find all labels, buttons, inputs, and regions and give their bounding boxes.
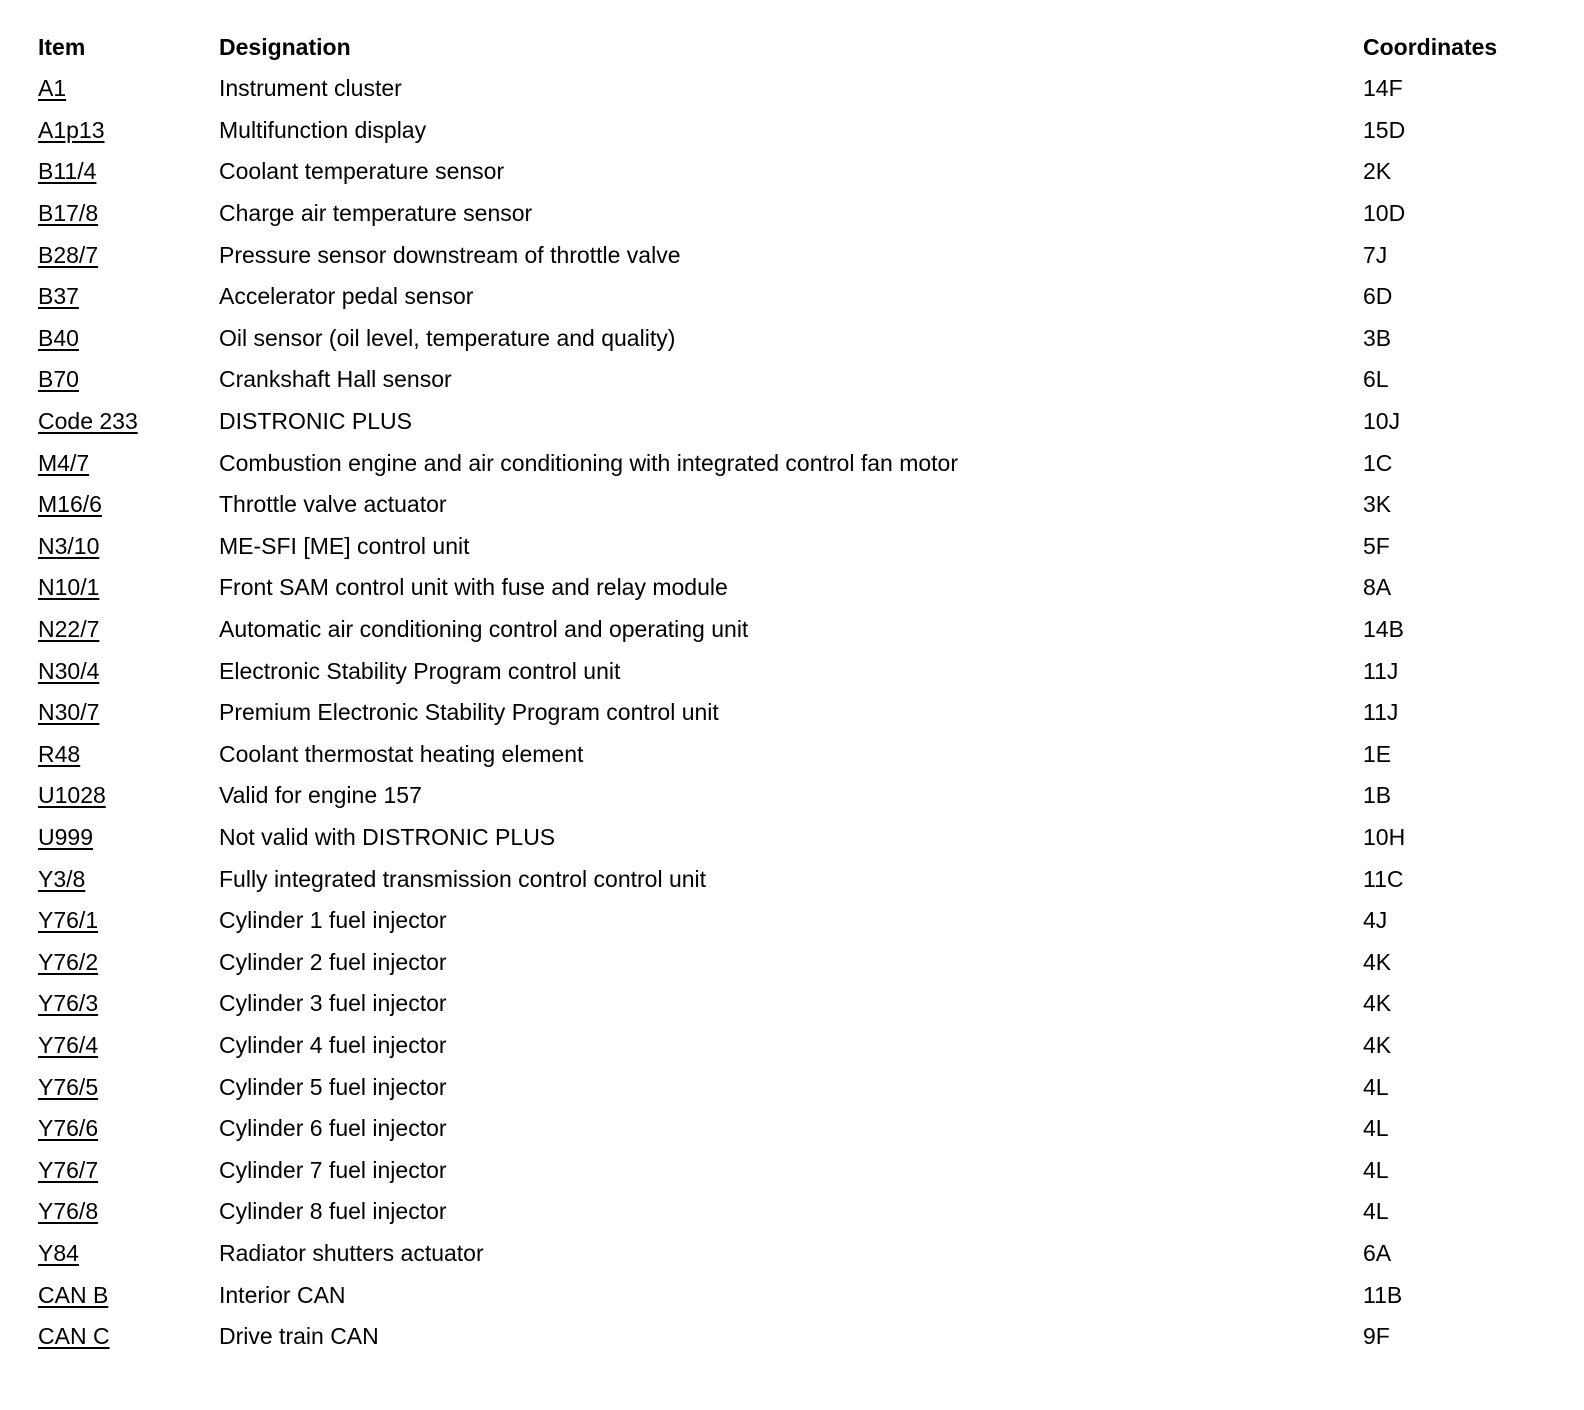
designation-cell: Cylinder 5 fuel injector <box>219 1073 447 1100</box>
item-cell <box>38 368 219 391</box>
table-row <box>38 775 1548 817</box>
coordinates-cell: 11C <box>1363 865 1404 892</box>
table-row <box>38 817 1548 859</box>
item-code-link[interactable]: N3/10 <box>38 532 100 559</box>
coordinates-cell: 4K <box>1363 948 1392 975</box>
coordinates-cell: 14F <box>1363 75 1403 102</box>
table-row <box>38 110 1548 152</box>
designation-cell: Multifunction display <box>219 116 427 143</box>
table-row <box>38 318 1548 360</box>
designation-cell: Accelerator pedal sensor <box>219 283 474 310</box>
item-code-link[interactable]: N22/7 <box>38 616 100 643</box>
table-row <box>38 234 1548 276</box>
coordinates-cell: 1E <box>1363 740 1392 767</box>
table-header-row <box>38 26 1548 68</box>
coordinates-cell: 2K <box>1363 158 1392 185</box>
designation-cell: Premium Electronic Stability Program control unit <box>219 699 719 726</box>
table-row <box>38 1108 1548 1150</box>
item-code-link[interactable]: Y76/7 <box>38 1156 99 1183</box>
designation-cell: Fully integrated transmission control control unit <box>219 865 707 892</box>
designation-cell: Cylinder 3 fuel injector <box>219 990 447 1017</box>
coordinates-cell: 11J <box>1363 657 1399 684</box>
item-code-link[interactable]: B37 <box>38 283 79 310</box>
item-cell <box>38 576 219 599</box>
item-code-link[interactable]: B11/4 <box>38 158 97 185</box>
table-row <box>38 151 1548 193</box>
header-coordinates: Coordinates <box>1363 33 1498 60</box>
coordinates-cell: 10H <box>1363 823 1406 850</box>
coordinates-cell: 6L <box>1363 366 1389 393</box>
item-code-link[interactable]: Y76/2 <box>38 948 99 975</box>
item-cell <box>38 1156 219 1183</box>
table-row <box>38 276 1548 318</box>
item-cell <box>38 1200 219 1223</box>
item-code-link[interactable]: N10/1 <box>38 574 100 601</box>
coordinates-cell: 8A <box>1363 574 1392 601</box>
header-designation: Designation <box>219 33 351 60</box>
item-code-link[interactable]: Y84 <box>38 1239 79 1266</box>
coordinates-cell: 11B <box>1363 1281 1403 1308</box>
item-cell <box>38 532 219 559</box>
table-row <box>38 692 1548 734</box>
table-row <box>38 1316 1548 1358</box>
item-code-link[interactable]: Y76/5 <box>38 1073 99 1100</box>
designation-cell: DISTRONIC PLUS <box>219 408 412 435</box>
item-cell <box>38 865 219 892</box>
designation-cell: Drive train CAN <box>219 1323 379 1350</box>
coordinates-cell: 15D <box>1363 116 1406 143</box>
designation-cell: Charge air temperature sensor <box>219 200 533 227</box>
coordinates-cell: 4K <box>1363 990 1392 1017</box>
designation-cell: Automatic air conditioning control and operating unit <box>219 616 749 643</box>
item-cell <box>38 410 219 433</box>
coordinates-cell: 7J <box>1363 241 1388 268</box>
item-code-link[interactable]: Y76/1 <box>38 907 99 934</box>
coordinates-cell: 6A <box>1363 1239 1392 1266</box>
item-code-link[interactable]: Y76/3 <box>38 990 99 1017</box>
coordinates-cell: 14B <box>1363 616 1404 643</box>
item-code-link[interactable]: Y3/8 <box>38 865 86 892</box>
item-code-link[interactable]: B40 <box>38 324 79 351</box>
coordinates-cell: 5F <box>1363 532 1390 559</box>
item-code-link[interactable]: Y76/6 <box>38 1115 99 1142</box>
item-code-link[interactable]: CAN B <box>38 1281 109 1308</box>
item-code-link[interactable]: A1p13 <box>38 116 105 143</box>
designation-cell: Cylinder 6 fuel injector <box>219 1115 447 1142</box>
table-row <box>38 567 1548 609</box>
item-cell <box>38 449 219 476</box>
designation-cell: Combustion engine and air conditioning with integrated control fan motor <box>219 449 958 476</box>
table-row <box>38 442 1548 484</box>
item-code-link[interactable]: Code 233 <box>38 408 138 435</box>
table-row <box>38 609 1548 651</box>
designation-cell: ME-SFI [ME] control unit <box>219 532 470 559</box>
item-code-link[interactable]: N30/4 <box>38 657 100 684</box>
coordinates-cell: 4K <box>1363 1031 1392 1058</box>
item-code-link[interactable]: Y76/4 <box>38 1031 99 1058</box>
coordinates-cell: 3K <box>1363 491 1392 518</box>
designation-cell: Electronic Stability Program control unit <box>219 657 621 684</box>
item-cell <box>38 784 219 807</box>
table-row <box>38 900 1548 942</box>
table-row <box>38 526 1548 568</box>
coordinates-cell: 10J <box>1363 408 1401 435</box>
coordinates-cell: 6D <box>1363 283 1393 310</box>
table-row <box>38 1025 1548 1067</box>
designation-cell: Radiator shutters actuator <box>219 1239 484 1266</box>
designation-cell: Cylinder 2 fuel injector <box>219 948 447 975</box>
item-code-link[interactable]: B28/7 <box>38 241 99 268</box>
coordinates-cell: 10D <box>1363 200 1406 227</box>
header-item: Item <box>38 33 86 60</box>
coordinates-cell: 4L <box>1363 1073 1389 1100</box>
item-cell <box>38 285 219 308</box>
table-row <box>38 650 1548 692</box>
table-row <box>38 1191 1548 1233</box>
designation-cell: Not valid with DISTRONIC PLUS <box>219 823 556 850</box>
item-cell <box>38 701 219 724</box>
table-row <box>38 484 1548 526</box>
designation-cell: Cylinder 8 fuel injector <box>219 1198 447 1225</box>
item-cell <box>38 740 219 767</box>
table-row <box>38 401 1548 443</box>
item-cell <box>38 324 219 351</box>
table-row <box>38 1274 1548 1316</box>
item-cell <box>38 1073 219 1100</box>
table-row <box>38 193 1548 235</box>
item-cell <box>38 1239 219 1266</box>
item-code-link[interactable]: A1 <box>38 75 67 102</box>
coordinates-cell: 4L <box>1363 1198 1389 1225</box>
item-code-link[interactable]: U1028 <box>38 782 106 809</box>
item-cell <box>38 823 219 850</box>
coordinates-cell: 4J <box>1363 907 1388 934</box>
item-cell <box>38 1325 219 1348</box>
designation-cell: Coolant thermostat heating element <box>219 740 584 767</box>
table-row <box>38 983 1548 1025</box>
item-cell <box>38 1281 219 1308</box>
designation-cell: Instrument cluster <box>219 75 402 102</box>
coordinates-cell: 1B <box>1363 782 1392 809</box>
designation-cell: Interior CAN <box>219 1281 346 1308</box>
designation-cell: Valid for engine 157 <box>219 782 422 809</box>
coordinates-cell: 9F <box>1363 1323 1390 1350</box>
table-row <box>38 359 1548 401</box>
item-code-link[interactable]: M16/6 <box>38 491 102 518</box>
coordinates-cell: 4L <box>1363 1156 1389 1183</box>
designation-cell: Front SAM control unit with fuse and relay module <box>219 574 728 601</box>
item-cell <box>38 1117 219 1140</box>
item-cell <box>38 116 219 143</box>
item-cell <box>38 909 219 932</box>
designation-cell: Throttle valve actuator <box>219 491 447 518</box>
table-row <box>38 68 1548 110</box>
designation-cell: Cylinder 1 fuel injector <box>219 907 447 934</box>
table-row <box>38 858 1548 900</box>
designation-cell: Cylinder 4 fuel injector <box>219 1031 447 1058</box>
item-code-link[interactable]: R48 <box>38 740 81 767</box>
designation-cell: Pressure sensor downstream of throttle valve <box>219 241 681 268</box>
item-code-link[interactable]: Y76/8 <box>38 1198 99 1225</box>
item-cell <box>38 948 219 975</box>
table-body <box>38 68 1548 1357</box>
item-cell <box>38 241 219 268</box>
item-cell <box>38 202 219 225</box>
item-cell <box>38 77 219 100</box>
item-code-link[interactable]: CAN C <box>38 1323 110 1350</box>
item-code-link[interactable]: M4/7 <box>38 449 90 476</box>
item-cell <box>38 493 219 516</box>
designation-cell: Coolant temperature sensor <box>219 158 505 185</box>
item-cell <box>38 618 219 641</box>
coordinates-cell: 3B <box>1363 324 1392 351</box>
designation-cell: Oil sensor (oil level, temperature and quality) <box>219 324 676 351</box>
coordinates-cell: 4L <box>1363 1115 1389 1142</box>
item-cell <box>38 1031 219 1058</box>
component-legend-table <box>38 26 1548 1357</box>
item-code-link[interactable]: B17/8 <box>38 200 99 227</box>
item-code-link[interactable]: N30/7 <box>38 699 100 726</box>
designation-cell: Crankshaft Hall sensor <box>219 366 452 393</box>
item-cell <box>38 657 219 684</box>
coordinates-cell: 1C <box>1363 449 1393 476</box>
item-code-link[interactable]: B70 <box>38 366 79 393</box>
designation-cell: Cylinder 7 fuel injector <box>219 1156 447 1183</box>
item-code-link[interactable]: U999 <box>38 823 93 850</box>
table-row <box>38 941 1548 983</box>
item-cell <box>38 992 219 1015</box>
table-row <box>38 1233 1548 1275</box>
item-cell <box>38 160 219 183</box>
table-row <box>38 734 1548 776</box>
table-row <box>38 1149 1548 1191</box>
table-row <box>38 1066 1548 1108</box>
coordinates-cell: 11J <box>1363 699 1399 726</box>
